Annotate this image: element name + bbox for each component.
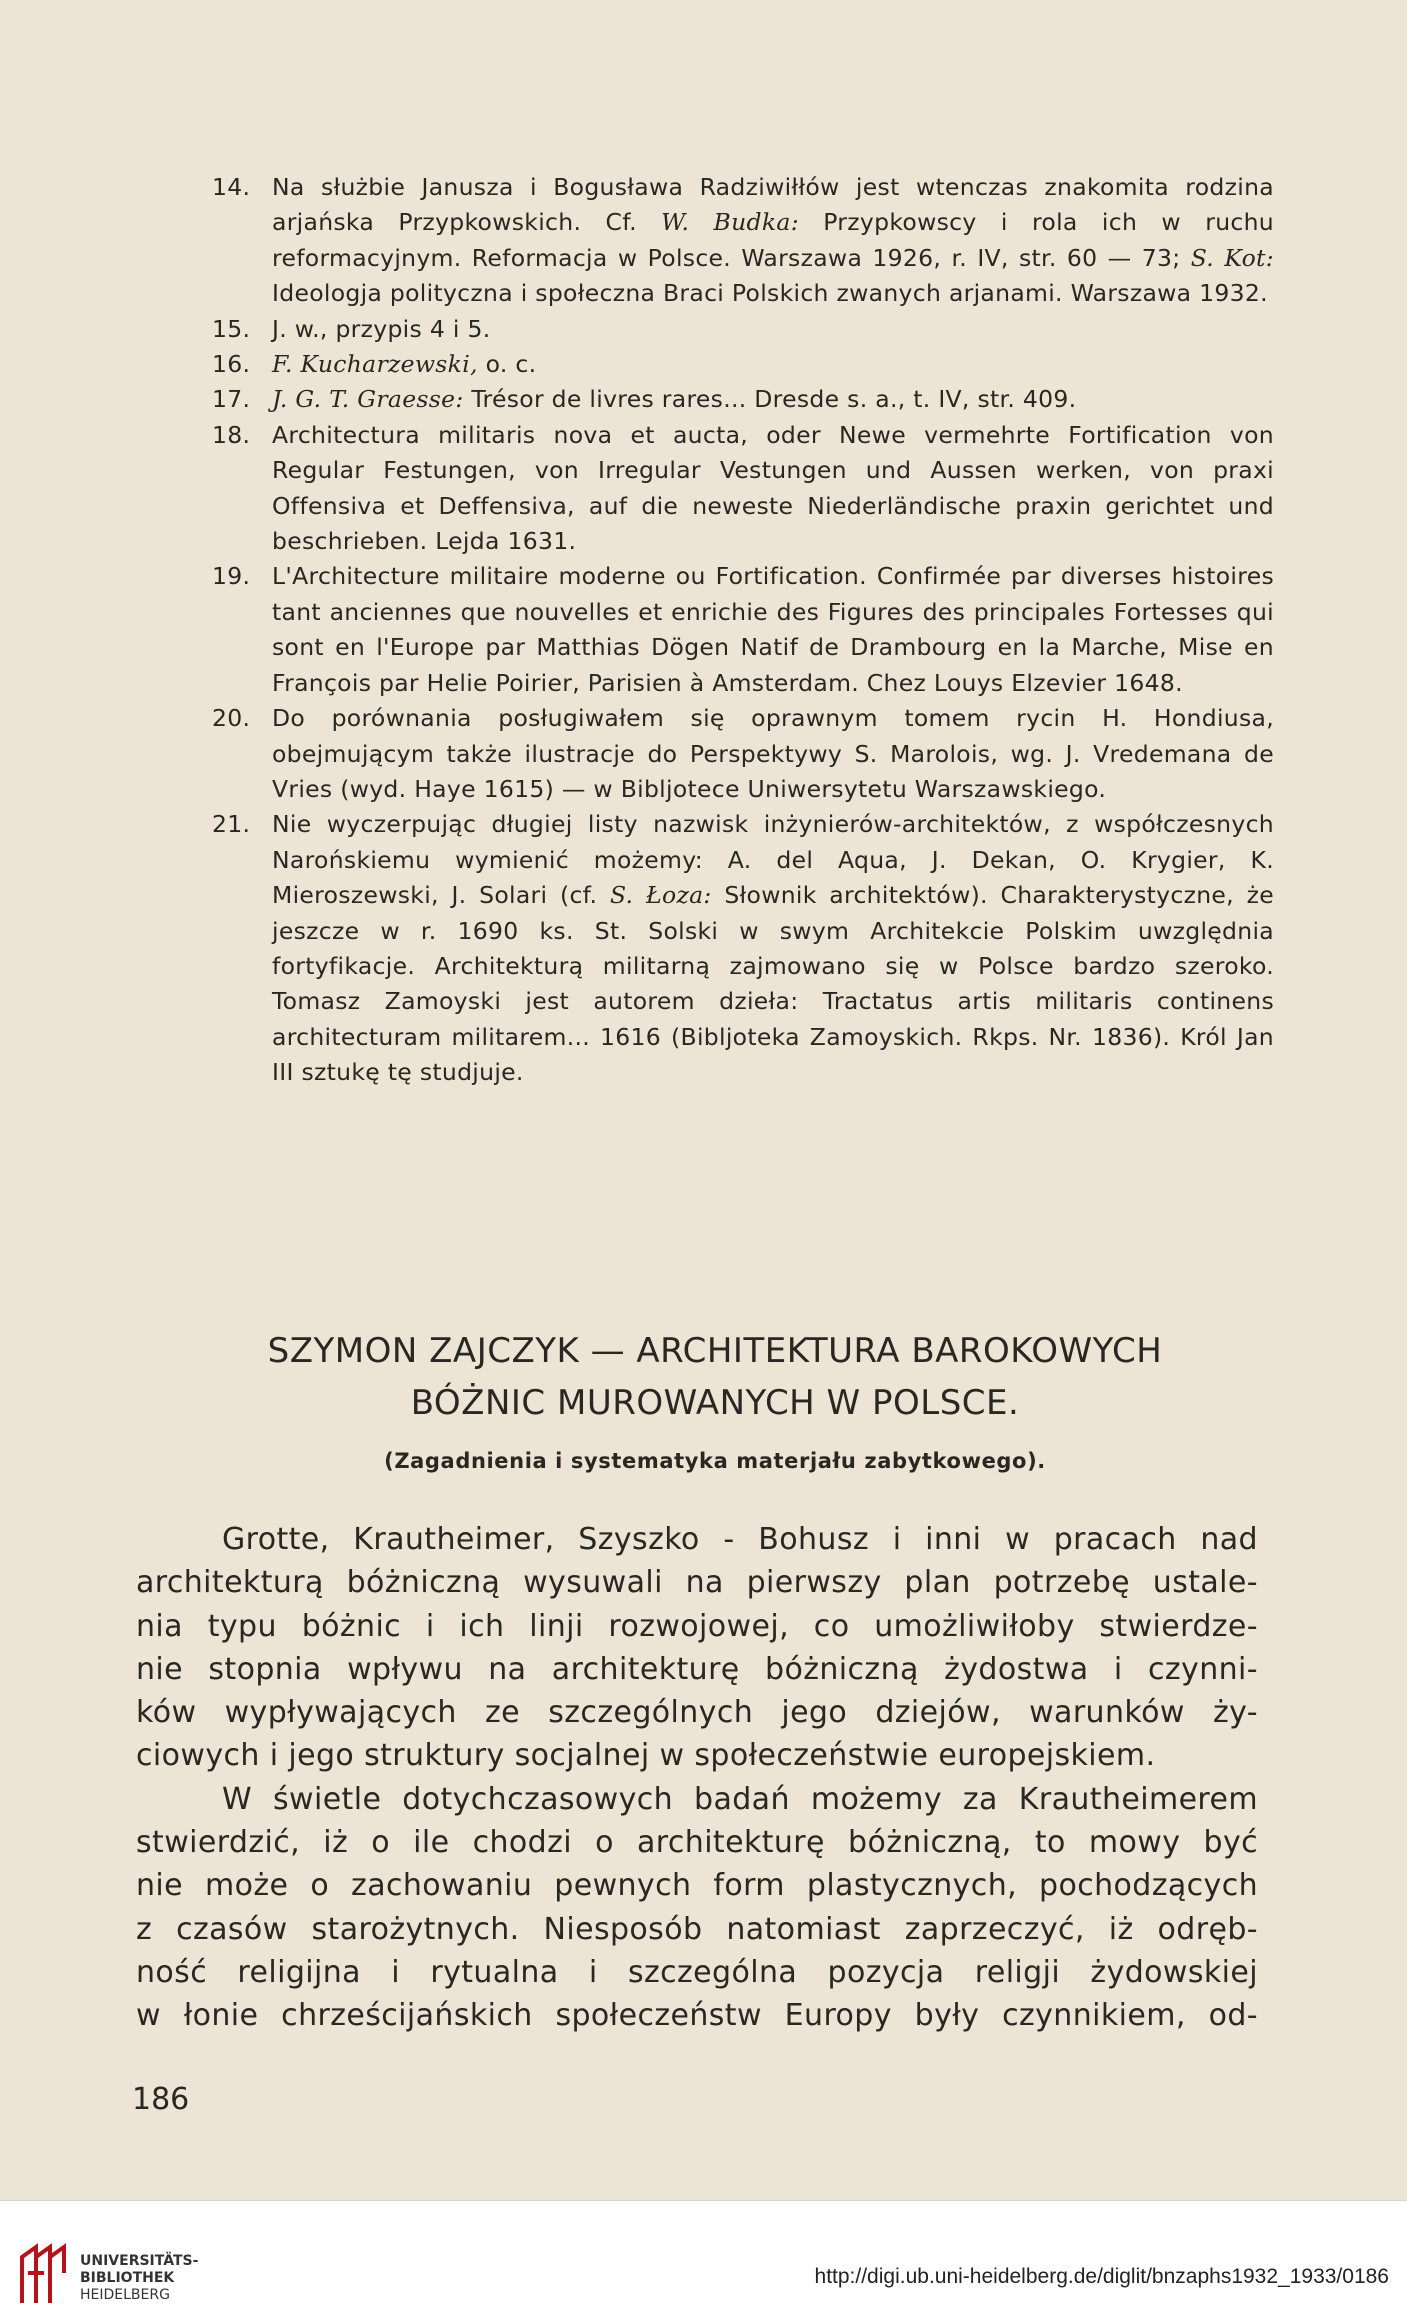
library-footer bbox=[0, 2200, 1407, 2316]
article-heading bbox=[150, 1325, 1280, 1479]
body-line: architekturą bóżniczną wysuwali na pierwszy plan potrzebę ustale- bbox=[136, 1565, 1258, 1601]
footnote-number: 21. bbox=[212, 810, 251, 839]
footnote-number: 19. bbox=[212, 562, 251, 591]
source-url-link[interactable]: http://digi.ub.uni-heidelberg.de/diglit/bnzaphs1932_1933/0186 bbox=[814, 2265, 1389, 2288]
body-line: ków wypływających ze szczególnych jego dziejów, warunków ży- bbox=[136, 1695, 1258, 1731]
footnote-number: 17. bbox=[212, 385, 251, 414]
body-line: w łonie chrześcijańskich społeczeństw Europy były czynnikiem, od- bbox=[136, 1998, 1258, 2034]
library-logo-icon bbox=[16, 2243, 74, 2307]
body-line: nie może o zachowaniu pewnych form plastycznych, pochodzących bbox=[136, 1868, 1258, 1904]
body-line: ciowych i jego struktury socjalnej w społeczeństwie europejskiem. bbox=[136, 1738, 1156, 1774]
page-number: 186 bbox=[132, 2082, 190, 2117]
footnote-18: 18. Architectura militaris nova et aucta, oder Newe vermehrte Fortification von Regular Festungen, von Irregular Vestungen und Aussen werken, von praxi Offensiva et Deffensiva, auf die neweste Niederländische praxin gerichtet und beschrieben. Lejda 1631. bbox=[212, 418, 1274, 560]
article-title-line-1: SZYMON ZAJCZYK — ARCHITEKTURA BAROKOWYCH bbox=[267, 1331, 1163, 1371]
footnote-15: 15. J. w., przypis 4 i 5. bbox=[212, 312, 1274, 347]
body-line: Grotte, Krautheimer, Szyszko - Bohusz i inni w pracach nad bbox=[222, 1522, 1258, 1557]
library-name: UNIVERSITÄTS- BIBLIOTHEK HEIDELBERG bbox=[80, 2253, 199, 2303]
footnote-number: 20. bbox=[212, 704, 251, 733]
article-subtitle: (Zagadnienia i systematyka materjału zabytkowego). bbox=[384, 1449, 1046, 1473]
footnote-20: 20. Do porównania posługiwałem się oprawnym tomem rycin H. Hondiusa, obejmującym także ilustracje do Perspektywy S. Marolois, wg. J. Vredemana de Vries (wyd. Haye 1615) — w Bibljotece Uniwersytetu Warszawskiego. bbox=[212, 701, 1274, 807]
footnote-number: 15. bbox=[212, 314, 251, 343]
body-line: nia typu bóżnic i ich linji rozwojowej, co umożliwiłoby stwierdze- bbox=[136, 1608, 1258, 1644]
footnote-number: 16. bbox=[212, 350, 251, 379]
footnote-16: 16. F. Kucharzewski, o. c. bbox=[212, 347, 1274, 382]
footnotes bbox=[212, 170, 1274, 1091]
body-line: W świetle dotychczasowych badań możemy za Krautheimerem bbox=[222, 1781, 1258, 1817]
footnote-19: 19. L'Architecture militaire moderne ou Fortification. Confirmée par diverses histoires tant anciennes que nouvelles et enrichie des Figures des principales Fortesses qui sont en l'Europe par Matthias Dögen Natif de Drambourg en la Marche, Mise en François par Helie Poirier, Parisien à Amsterdam. Chez Louys Elzevier 1648. bbox=[212, 559, 1274, 701]
footnote-number: 14. bbox=[212, 173, 251, 201]
article-title-line-2: BÓŻNIC MUROWANYCH W POLSCE. bbox=[410, 1383, 1020, 1423]
article-body bbox=[136, 1518, 1258, 2038]
footnote-number: 18. bbox=[212, 420, 251, 449]
body-line: ność religijna i rytualna i szczególna pozycja religji żydowskiej bbox=[136, 1954, 1258, 1990]
body-line: z czasów starożytnych. Niesposób natomiast zaprzeczyć, iż odręb- bbox=[136, 1911, 1258, 1947]
body-line: nie stopnia wpływu na architekturę bóżniczną żydostwa i czynni- bbox=[136, 1651, 1258, 1687]
body-line: stwierdzić, iż o ile chodzi o architekturę bóżniczną, to mowy być bbox=[136, 1825, 1258, 1861]
footnote-14: 14. Na służbie Janusza i Bogusława Radziwiłłów jest wtenczas znakomita rodzina arjańska Przypkowskich. Cf. W. Budka: Przypkowscy i rola ich w ruchu reformacyjnym. Reformacja w Polsce. Warszawa 1926, r. IV, str. 60 — 73; S. Kot: Ideologja polityczna i społeczna Braci Polskich zwanych arjanami. Warszawa 1932. bbox=[212, 170, 1274, 312]
footnote-17: 17. J. G. T. Graesse: Trésor de livres rares... Dresde s. a., t. IV, str. 409. bbox=[212, 382, 1274, 417]
footnote-21: 21. Nie wyczerpując długiej listy nazwisk inżynierów-architektów, z współczesnych Narońskiemu wymienić możemy: A. del Aqua, J. Dekan, O. Krygier, K. Mieroszewski, J. Solari (cf. S. Łoza: Słownik architektów). Charakterystyczne, że jeszcze w r. 1690 ks. St. Solski w swym Architekcie Polskim uwzględnia fortyfikacje. Architekturą militarną zajmowano się w Polsce bardzo szeroko. Tomasz Zamoyski jest autorem dzieła: Tractatus artis militaris continens architecturam militarem... 1616 (Bibljoteka Zamoyskich. Rkps. Nr. 1836). Król Jan III sztukę tę studjuje. bbox=[212, 807, 1274, 1090]
